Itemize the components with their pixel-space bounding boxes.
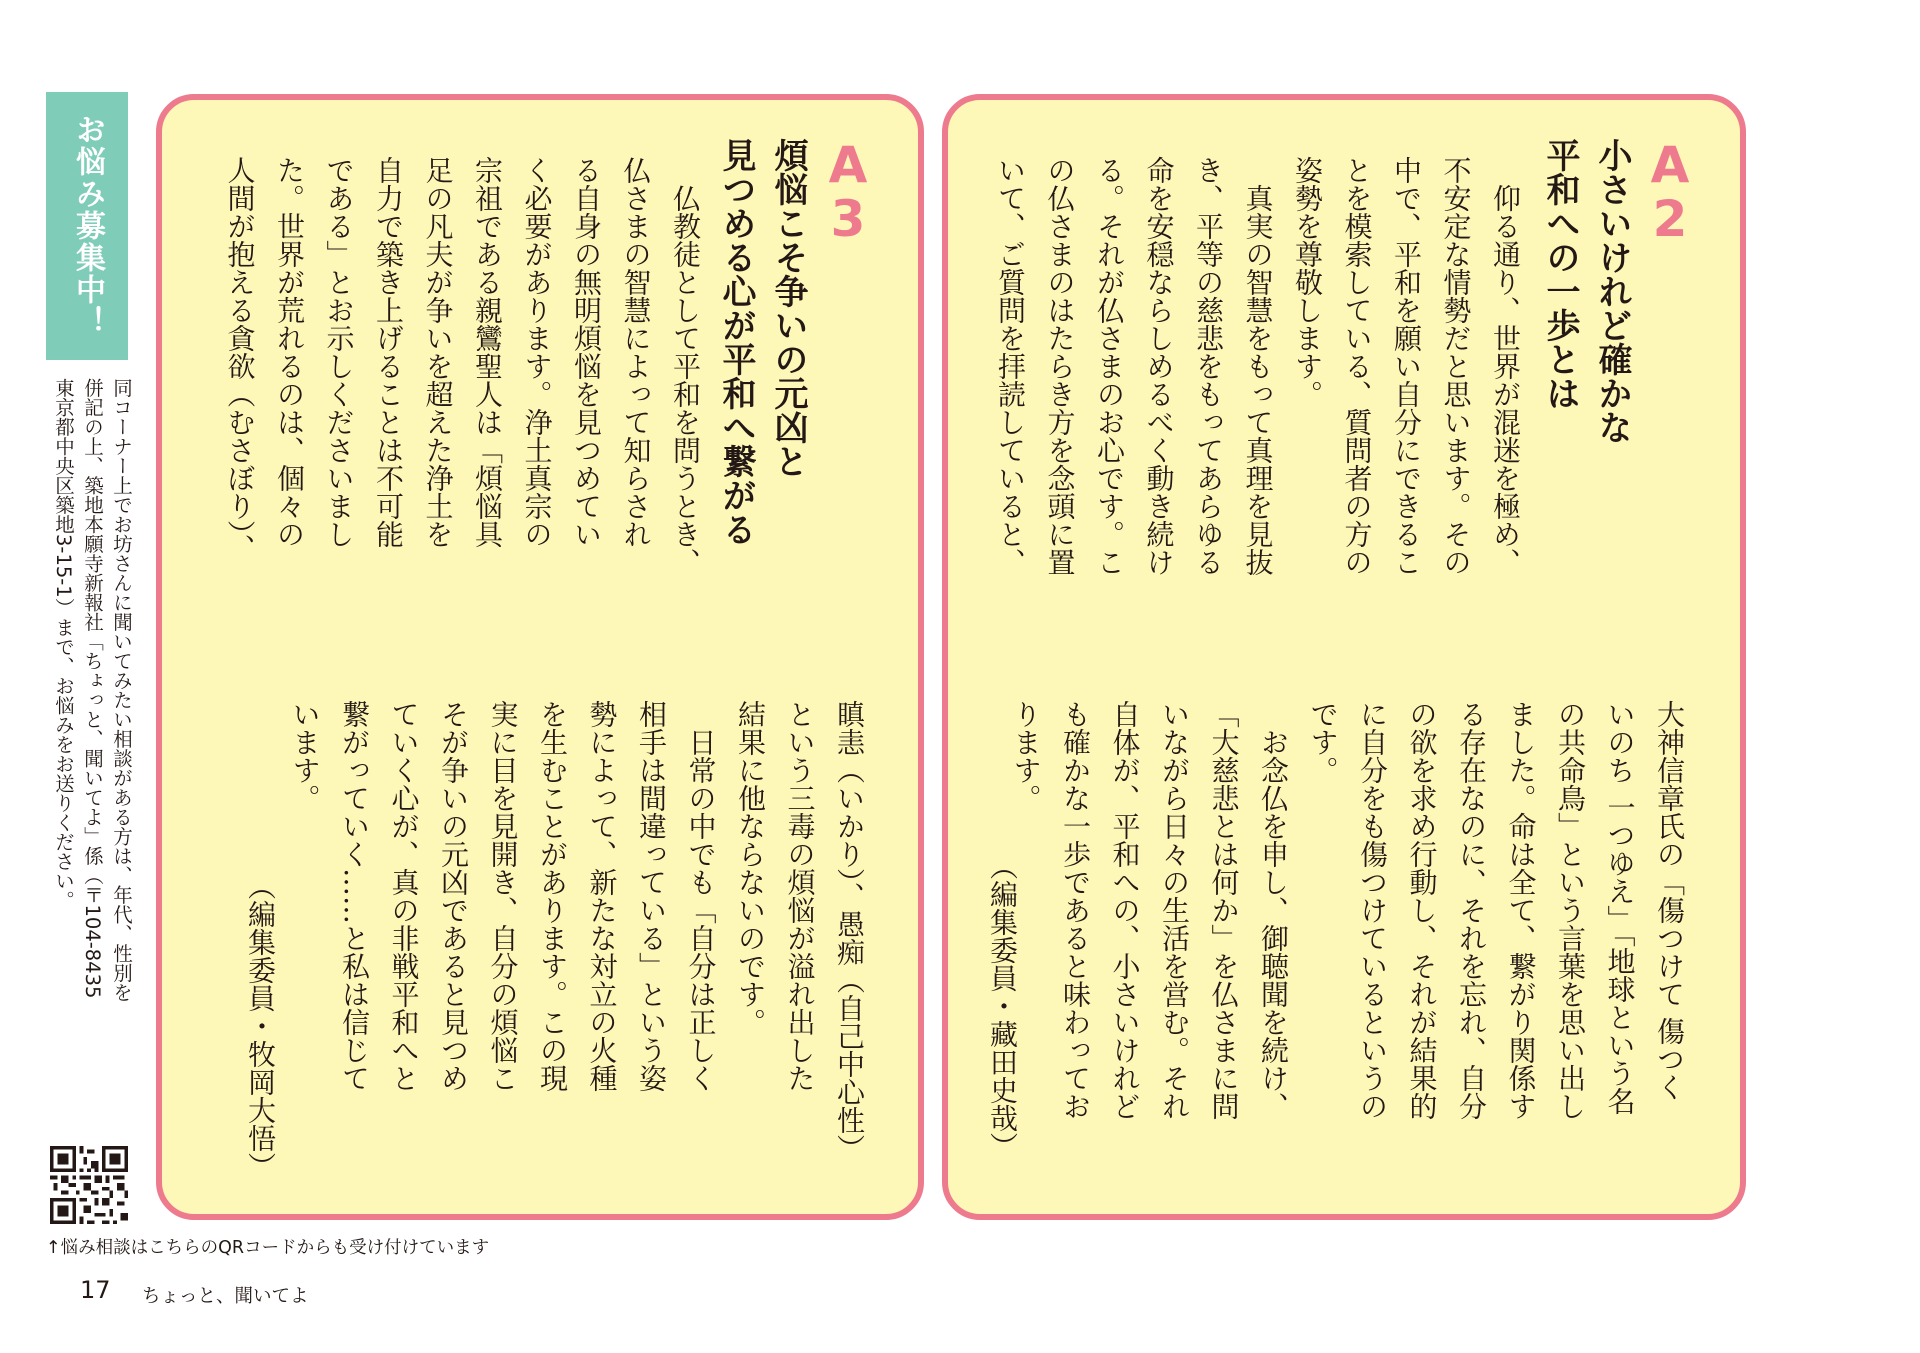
- recruitment-tab: [46, 92, 128, 360]
- answer-heading: 小さいけれど確かな 平和への一歩とは: [1540, 138, 1632, 444]
- answer-body-lower: 大神信章氏の「傷つけて 傷つく いのち 一つゆえ」「地球という名 の共命鳥」という言葉を思い出し ました。命は全て、繋がり関係す る存在なのに、それを忘れ、自分 の欲を求め行動し、それが結果的 に自分をも傷つけているというの です。 お念仏を申し、御聴聞を続け、 「大慈悲とは何か」を仏さまに問 いながら日々の生活を営む。それ 自体が、平和への、小さいけれど も確かな一歩であると味わってお ります。: [1009, 700, 1686, 1120]
- qr-caption: ↑悩み相談はこちらのQRコードからも受け付けています: [46, 1238, 490, 1258]
- answer-body-upper: 仏教徒として平和を問うとき、 仏さまの智慧によって知らされ る自身の無明煩悩を見つめてい く必要があります。浄土真宗の 宗祖である親鸞聖人は「煩悩具 足の凡夫が争いを超えた浄土を 自力で築き上げることは不可能 である」とお示しくださいまし た。世界が荒れるのは、個々の 人間が抱える貪欲（むさぼり）、: [223, 156, 702, 576]
- answer-panel-a2: [942, 94, 1746, 1220]
- answer-body-upper: 仰る通り、世界が混迷を極め、 不安定な情勢だと思います。その 中で、平和を願い自分にできるこ とを模索している、質問者の方の 姿勢を尊敬します。 真実の智慧をもって真理を見抜 き、平等の慈悲をもってあらゆる 命を安穏ならしめるべく動き続け る。それが仏さまのお心です。こ の仏さまのはたらき方を念頭に置 いて、ご質問を拝読していると、: [994, 156, 1522, 576]
- answer-badge: [818, 136, 878, 248]
- badge-letter: A: [828, 136, 868, 194]
- answer-body-lower: 瞋恚（いかり）、愚痴（自己中心性） という三毒の煩悩が溢れ出した 結果に他ならないのです。 日常の中でも「自分は正しく 相手は間違っている」という姿 勢によって、新たな対立の火種 を生むことがあります。この現 実に目を見開き、自分の煩悩こ そが争いの元凶であると見つめ ていく心が、真の非戦平和へと 繋がっていく……と私は信じて います。: [288, 700, 866, 1162]
- page-number: 17: [80, 1276, 111, 1304]
- answer-signature: （編集委員・藏田史哉）: [986, 852, 1019, 1160]
- badge-number: 3: [830, 190, 866, 248]
- footer-title: ちょっと、聞いてよ: [142, 1286, 309, 1307]
- recruitment-tab-label: お悩み募集中！: [70, 114, 105, 338]
- badge-number: 2: [1652, 190, 1688, 248]
- answer-heading: 煩悩こそ争いの元凶と 見つめる心が平和へ繋がる: [716, 138, 808, 546]
- answer-badge: [1640, 136, 1700, 248]
- answer-panel-a3: [156, 94, 924, 1220]
- qr-code-icon[interactable]: [50, 1146, 128, 1224]
- answer-signature: （編集委員・牧岡大悟）: [244, 872, 277, 1180]
- submission-notice: 同コーナー上でお坊さんに聞いてみたい相談がある方は、年代、性別を 併記の上、築地本願寺新報社「ちょっと、聞いてよ」係（〒104-8435 東京都中央区築地3-15-1）まで、お悩みをお送りください。: [52, 378, 133, 1002]
- badge-letter: A: [1650, 136, 1690, 194]
